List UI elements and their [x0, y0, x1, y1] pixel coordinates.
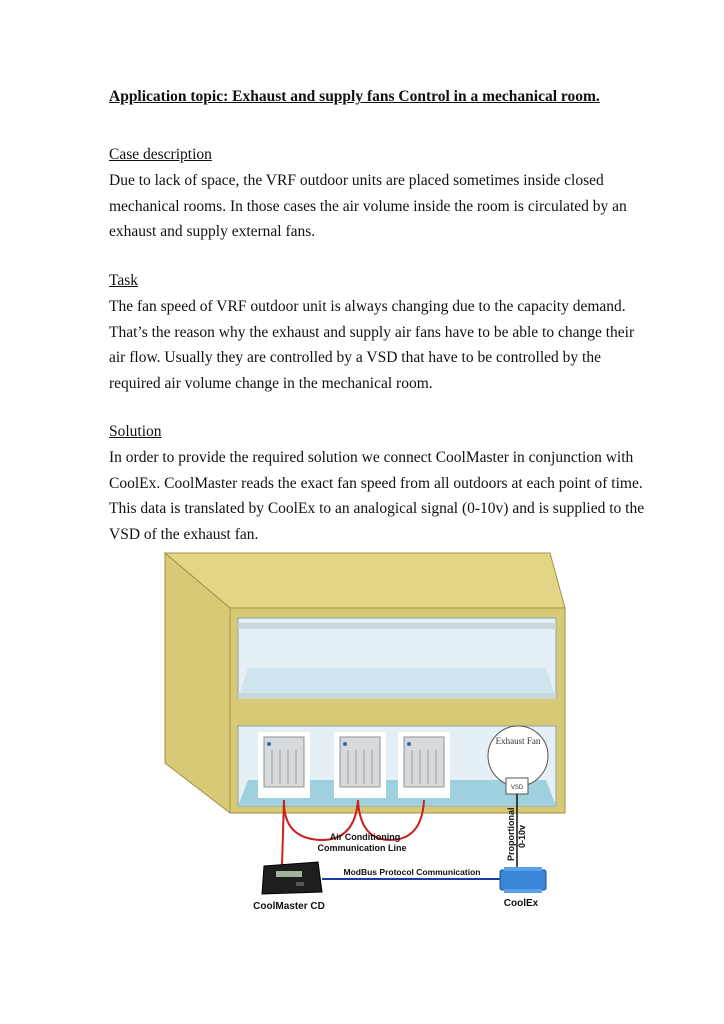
signal-range-label: 0-10v [517, 824, 527, 848]
ac-line-label-1: Air Conditioning [329, 832, 401, 842]
text-line: exhaust and supply external fans. [109, 223, 316, 241]
outdoor-unit [398, 732, 450, 798]
task-heading: Task [109, 272, 139, 289]
case-description-heading: Case description [109, 146, 212, 163]
building-top [165, 553, 565, 608]
exhaust-fan-icon [488, 726, 548, 786]
vsd-label: VSD [510, 785, 524, 791]
text-line: Due to lack of space, the VRF outdoor units are placed sometimes inside closed [109, 172, 604, 189]
modbus-label: ModBus Protocol Communication [343, 867, 481, 877]
text-line: The fan speed of VRF outdoor unit is always changing due to the capacity demand. [109, 298, 626, 315]
text-line: VSD of the exhaust fan. [109, 525, 259, 543]
exhaust-fan-label: Exhaust Fan [495, 736, 541, 746]
outdoor-unit [258, 732, 310, 798]
text-line: mechanical rooms. In those cases the air volume inside the room is circulated by an [109, 197, 627, 215]
case-description-text [109, 168, 629, 245]
text-line: This data is translated by CoolEx to an analogical signal (0-10v) and is supplied to the [109, 500, 645, 518]
text-line: CoolEx. CoolMaster reads the exact fan speed from all outdoors at each point of time. [109, 474, 643, 492]
mechanical-room-diagram [150, 548, 570, 918]
outdoor-unit [334, 732, 386, 798]
coolmaster-device [262, 862, 322, 894]
solution-heading: Solution [109, 423, 162, 440]
proportional-label: Proportional [506, 807, 516, 861]
ac-line-label-2: Communication Line [317, 843, 407, 853]
text-line: required air volume change in the mechanical room. [109, 374, 433, 392]
coolmaster-label: CoolMaster CD [253, 901, 325, 912]
task-text [109, 294, 635, 396]
page-title: Application topic: Exhaust and supply fans Control in a mechanical room. [109, 88, 600, 105]
text-line: air flow. Usually they are controlled by a VSD that have to be controlled by the [109, 349, 601, 367]
coolex-label: CoolEx [503, 898, 539, 909]
text-line: That’s the reason why the exhaust and supply air fans have to be able to change their [109, 323, 635, 341]
text-line: In order to provide the required solution we connect CoolMaster in conjunction with [109, 449, 634, 466]
coolex-device [500, 867, 546, 893]
solution-text [109, 445, 645, 547]
